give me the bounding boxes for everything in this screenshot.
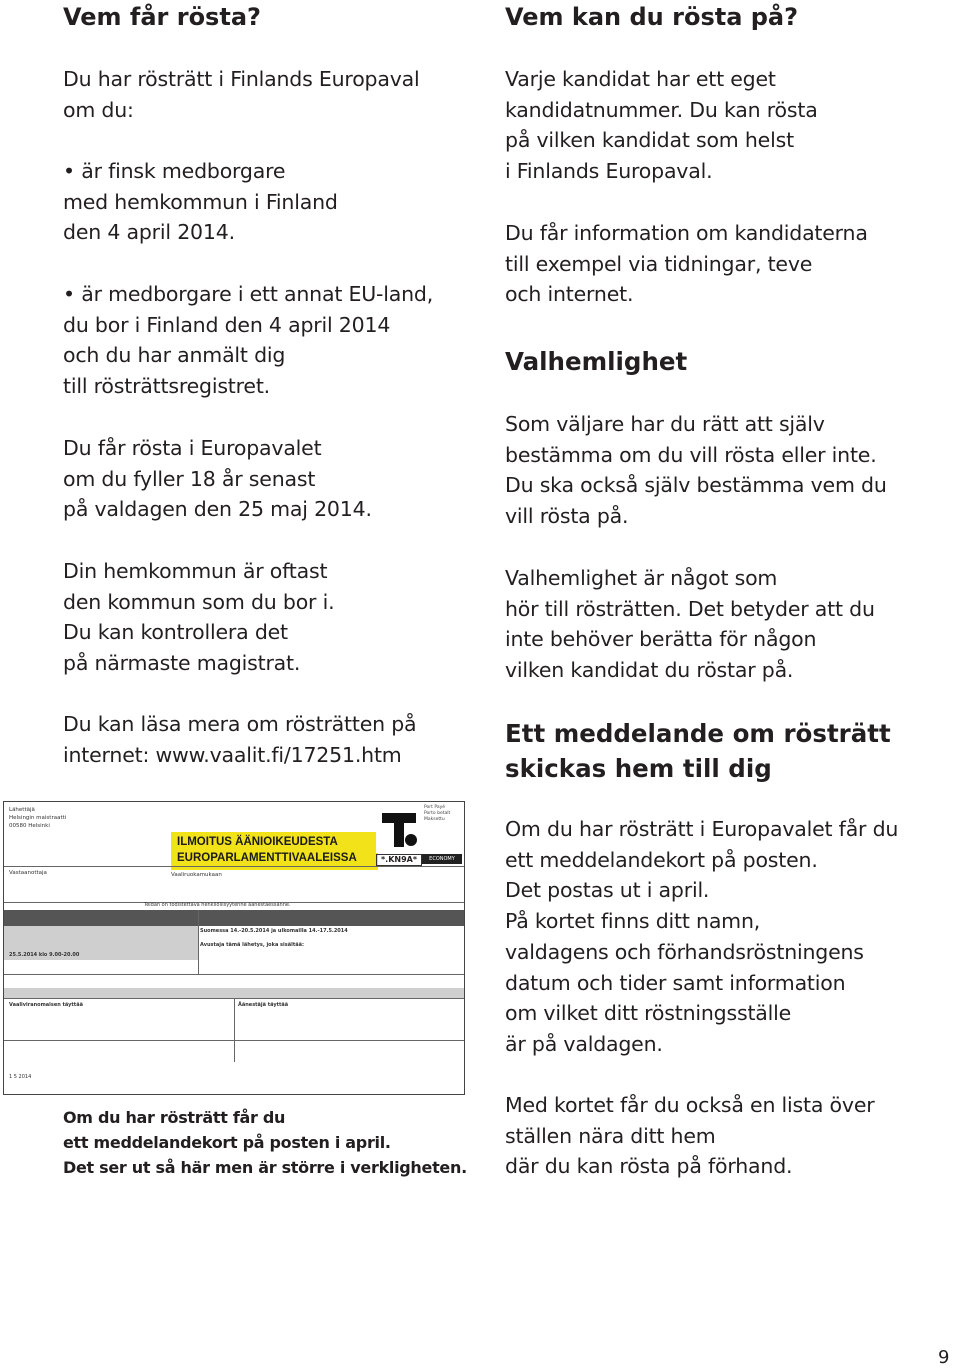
card-divider — [4, 866, 464, 867]
card-divider — [4, 974, 464, 975]
card-footer: 1 5 2014 — [9, 1074, 32, 1080]
voting-rights-intro: Du har rösträtt i Finlands Europaval om du: — [63, 67, 420, 122]
ballot-secrecy-text: Valhemlighet är något som hör till rösträtten. Det betyder att du inte behöver berätta för någon vilken kandidat du röstar på. — [505, 566, 875, 683]
candidate-info-text: Du får information om kandidaterna till exempel via tidningar, teve och internet. — [505, 221, 868, 307]
card-helper-title: Avustaja tämä lähetys, joka sisältää: — [200, 942, 304, 948]
ballot-secrecy-heading: Valhemlighet — [505, 347, 688, 376]
posti-logo-icon — [376, 807, 422, 853]
card-info-text: Teidän on todistettava henkilöllisyytenne äänestäessänne. — [144, 902, 291, 908]
card-title-banner — [171, 832, 378, 870]
read-more: Du kan läsa mera om rösträtten på internet: www.vaalit.fi/17251.htm — [63, 712, 417, 767]
advance-voting: Suomessa 14.-20.5.2014 ja ulkomailla 14.-17.5.2014 — [200, 928, 348, 934]
card-voter-section: Äänestäjä täyttää — [238, 1002, 289, 1008]
address-label: Vaaliruokamukaan — [171, 872, 222, 878]
election-day: 25.5.2014 klo 9.00-20.00 — [9, 952, 80, 958]
advance-voting-list-text: Med kortet får du också en lista över ställen nära ditt hem där du kan rösta på förhand. — [505, 1093, 875, 1179]
age-requirement: Du får rösta i Europavalet om du fyller 18 år senast på valdagen den 25 maj 2014. — [63, 436, 372, 522]
economy-label: ECONOMY — [422, 854, 462, 864]
card-logo-text: *.KN9A* — [376, 854, 422, 866]
card-divider — [234, 998, 235, 1062]
candidates-heading: Vem kan du rösta på? — [505, 3, 799, 31]
card-gray-row — [4, 988, 464, 998]
recipient-label: Vastaanottaja — [9, 870, 47, 876]
candidate-number-text: Varje kandidat har ett eget kandidatnummer. Du kan rösta på vilken kandidat som helst i Finlands Europaval. — [505, 67, 818, 184]
who-can-vote-heading: Vem får rösta? — [63, 3, 261, 31]
card-official-section: Vaaliviranomaisen täyttää — [9, 1002, 83, 1008]
page-number: 9 — [938, 1347, 950, 1368]
notice-heading: Ett meddelande om rösträtt skickas hem till dig — [505, 719, 891, 783]
card-divider — [4, 1040, 464, 1041]
card-title: ILMOITUS ÄÄNIOIKEUDESTA EUROPARLAMENTTIVAALEISSA — [177, 836, 357, 864]
card-caption: Om du har rösträtt får du ett meddelandekort på posten i april. Det ser ut så här men är större i verkligheten. — [63, 1108, 467, 1177]
card-info-band — [4, 910, 464, 926]
card-divider — [198, 910, 199, 974]
voter-rights-text: Som väljare har du rätt att själv bestämma om du vill rösta eller inte. Du ska också själv bestämma vem du vill rösta på. — [505, 412, 887, 529]
card-postage: Port Payé Porto betalt Maksettu — [424, 805, 451, 822]
home-municipality: Din hemkommun är oftast den kommun som du bor i. Du kan kontrollera det på närmaste magistrat. — [63, 559, 335, 676]
voting-card-image — [3, 801, 465, 1095]
bullet-eu-citizen: • är medborgare i ett annat EU-land, du bor i Finland den 4 april 2014 och du har anmält dig till rösträttsregistret. — [63, 282, 434, 399]
notice-card-text: Om du har rösträtt i Europavalet får du ett meddelandekort på posten. Det postas ut i april. På kortet finns ditt namn, valdagens och förhandsröstningens datum och tider samt information om vilket ditt röstningsställe är på valdagen. — [505, 817, 899, 1056]
card-sender: Lähettäjä Helsingin maistraatti 00580 Helsinki — [9, 807, 67, 829]
bullet-finnish-citizen: • är finsk medborgare med hemkommun i Finland den 4 april 2014. — [63, 159, 338, 245]
